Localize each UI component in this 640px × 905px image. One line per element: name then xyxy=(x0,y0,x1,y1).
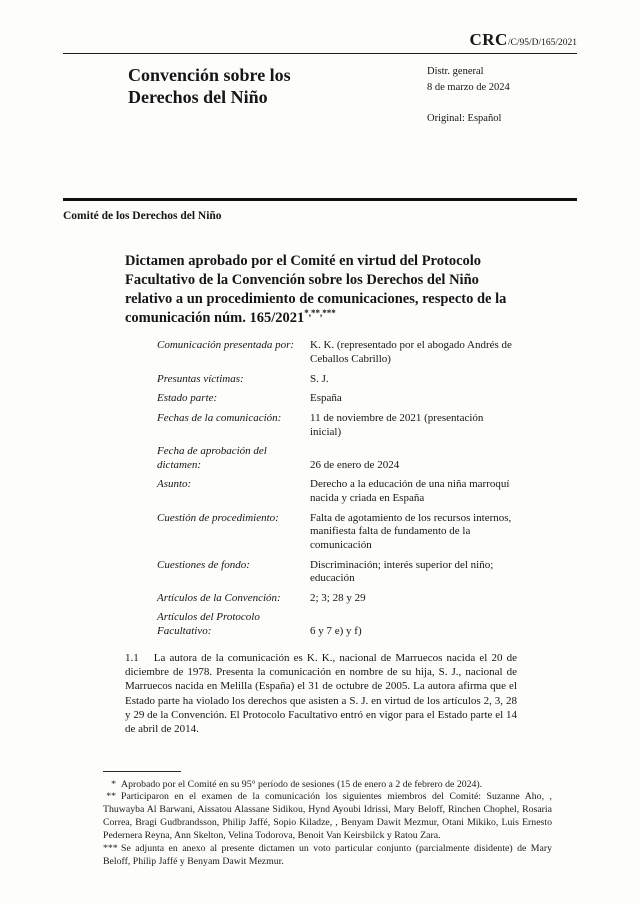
footnote xyxy=(103,791,552,843)
footnotes-section xyxy=(63,771,552,869)
table-row xyxy=(157,512,517,553)
masthead xyxy=(63,64,577,198)
case-field-value: 11 de noviembre de 2021 (presentación inicial) xyxy=(310,411,484,438)
case-field-label: Asunto: xyxy=(157,478,192,491)
case-field-label: Artículos del Protocolo Facultativo: xyxy=(157,611,260,637)
paragraph-number: 1.1 xyxy=(125,651,139,664)
distribution-date: 8 de marzo de 2024 xyxy=(427,81,510,93)
footnote-text: Participaron en el examen de la comunicación los siguientes miembros del Comité: Suzanne Aho, , Thuwayba Al Barwani, Aissatou Alassane Sidikou, Hynd Ayoubi Idrissi, Mary Beloff, Rinchen Chophel, Rosaria Correa, Bragi Gudbrandsson, Philip Jaffé, Sopio Kiladze, , Benyam Dawit Mezmur, Otani Mikiko, Luis Ernesto Pedernera Reyna, Ann Skelton, Velina Todorova, Benoit Van Keirsbilck y Ratou Zara. xyxy=(103,791,552,842)
table-row xyxy=(157,392,517,406)
case-field-label: Fecha de aprobación del dictamen: xyxy=(157,445,267,471)
case-field-value: Discriminación; interés superior del niño; educación xyxy=(310,558,494,585)
table-row xyxy=(157,339,517,366)
footnote-marker: * xyxy=(111,778,116,790)
case-field-value: Derecho a la educación de una niña marroquí nacida y criada en España xyxy=(310,478,510,504)
distribution-type: Distr. general xyxy=(427,66,484,77)
case-details-table xyxy=(157,339,517,638)
case-field-value: K. K. (representado por el abogado Andrés de Ceballos Cabrillo) xyxy=(310,339,512,365)
masthead-divider xyxy=(63,198,577,201)
footnote-separator xyxy=(103,771,181,772)
footnote-text: Aprobado por el Comité en su 95° período de sesiones (15 de enero a 2 de febrero de 2024). xyxy=(121,778,483,790)
case-field-label: Cuestiones de fondo: xyxy=(157,558,250,571)
paragraph-text: La autora de la comunicación es K. K., nacional de Marruecos nacida el 20 de diciembre de 1978. Presenta la comunicación en nombre de su hija, S. J., nacional de Marruecos nacida en Melilla (España) el 31 de octubre de 2005. La autora afirma que el Estado parte ha violado los derechos que asisten a S. J. en virtud de los artículos 2, 3, 28 y 29 de la Convención. El Protocolo Facultativo entró en vigor para el Estado parte el 14 de abril de 2014. xyxy=(125,651,517,736)
table-row xyxy=(157,412,517,439)
table-row xyxy=(157,445,517,472)
header-rule xyxy=(63,53,577,54)
footnote-text: Se adjunta en anexo al presente dictamen un voto particular conjunto (parcialmente disidente) de Mary Beloff, Philip Jaffé y Benyam Dawit Mezmur. xyxy=(103,843,552,868)
document-title-text: Dictamen aprobado por el Comité en virtud del Protocolo Facultativo de la Convención sobre los Derechos del Niño relativo a un procedimiento de comunicaciones, respecto de la comunicación núm. 165/2021 xyxy=(125,253,507,326)
title-footnote-refs: *,**,*** xyxy=(304,307,336,318)
case-field-label: Comunicación presentada por: xyxy=(157,339,295,352)
case-field-label: Artículos de la Convención: xyxy=(157,591,281,604)
table-row xyxy=(157,611,517,638)
table-row xyxy=(157,373,517,387)
case-field-label: Cuestión de procedimiento: xyxy=(157,511,279,524)
committee-heading: Comité de los Derechos del Niño xyxy=(63,210,222,222)
footnote-marker: *** xyxy=(103,843,118,855)
distribution-block xyxy=(427,64,577,198)
table-row xyxy=(157,592,517,606)
footnote-marker: ** xyxy=(106,791,116,803)
case-field-label: Presuntas víctimas: xyxy=(157,372,244,385)
document-symbol xyxy=(63,30,577,50)
case-field-value: 2; 3; 28 y 29 xyxy=(310,591,366,604)
table-row xyxy=(157,559,517,586)
footnote xyxy=(103,779,552,792)
footnote xyxy=(103,843,552,869)
case-field-value: 26 de enero de 2024 xyxy=(310,458,400,471)
case-field-label: Fechas de la comunicación: xyxy=(157,411,282,424)
main-content xyxy=(125,252,517,736)
document-title xyxy=(125,252,517,327)
case-field-label: Estado parte: xyxy=(157,392,218,405)
case-field-value: Falta de agotamiento de los recursos internos, manifiesta falta de fundamento de la comunicación xyxy=(310,511,512,551)
table-row xyxy=(157,478,517,505)
case-field-value: 6 y 7 e) y f) xyxy=(310,625,362,637)
organization-title: Convención sobre los Derechos del Niño xyxy=(128,65,291,108)
document-symbol-suffix: /C/95/D/165/2021 xyxy=(507,38,577,48)
case-field-value: España xyxy=(310,392,342,405)
paragraph-1-1 xyxy=(125,651,517,737)
original-language: Original: Español xyxy=(427,112,502,124)
document-symbol-prefix: CRC xyxy=(469,30,508,49)
case-field-value: S. J. xyxy=(310,372,329,385)
